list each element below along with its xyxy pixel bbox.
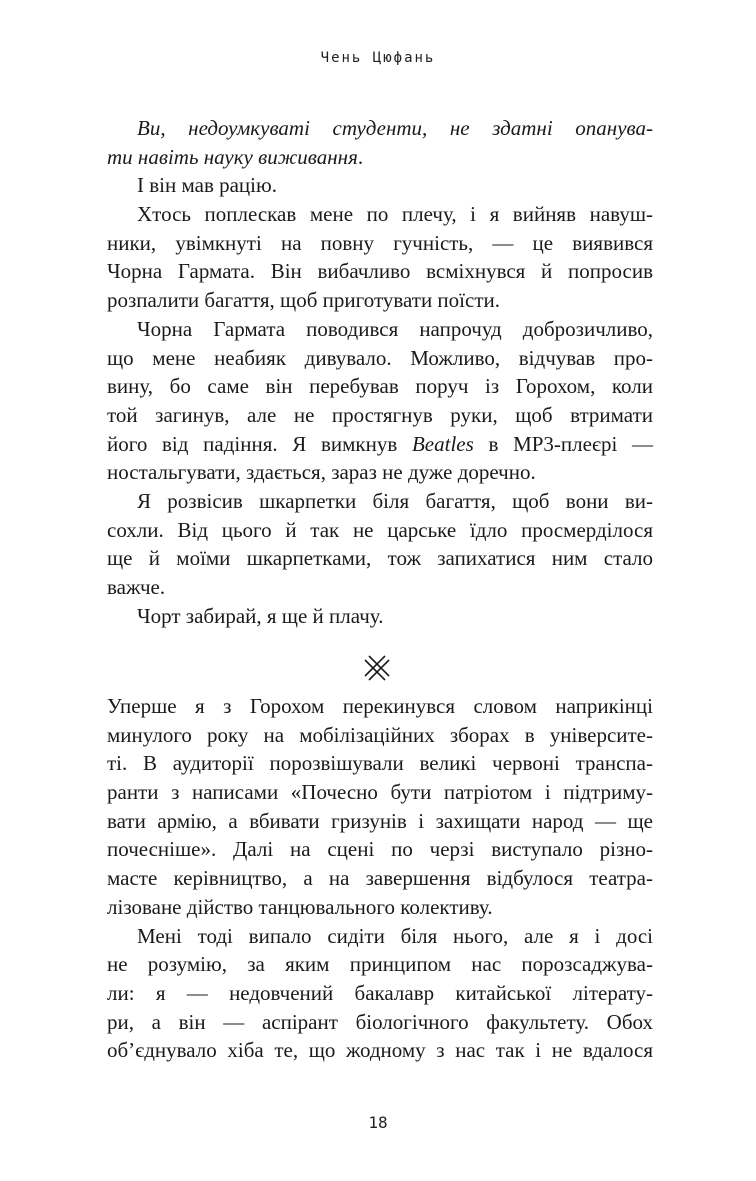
text-line — [107, 692, 653, 721]
text-section-1 — [107, 114, 653, 630]
italic-text: Beatles — [411, 431, 474, 456]
text-segment: важче. — [107, 575, 166, 599]
section-break-ornament-icon — [364, 655, 390, 681]
text-line — [107, 257, 653, 286]
text-segment: вину, бо саме він перебував поруч із Горохом, коли — [107, 374, 653, 399]
italic-text: Ви, недоумкуваті студенти, не здатні опанува- — [137, 116, 653, 140]
text-segment: Чорна Гармата поводився напрочуд доброзичливо, — [137, 316, 653, 341]
text-line — [107, 200, 653, 229]
text-segment: об’єднувало хіба те, що жодному з нас так і не вдалося — [107, 1038, 653, 1063]
text-segment: ті. В аудиторії порозвішували великі червоні транспа- — [107, 751, 653, 776]
text-segment: що мене неабияк дивувало. Можливо, відчував про- — [107, 345, 653, 370]
text-segment: ще й моїми шкарпетками, тож запихатися ним стало — [107, 546, 653, 571]
text-segment: почесніше». Далі на сцені по черзі виступало різно- — [107, 837, 653, 862]
text-line — [107, 315, 653, 344]
running-header: Чень Цюфань — [320, 50, 436, 66]
text-line — [107, 602, 653, 631]
text-line — [107, 286, 653, 315]
text-segment: ностальгувати, здається, зараз не дуже доречно. — [107, 460, 536, 485]
text-line — [107, 143, 653, 172]
text-segment: той загинув, але не простягнув руки, щоб втримати — [107, 402, 653, 427]
text-section-2 — [107, 692, 653, 1065]
text-line — [107, 430, 653, 459]
text-segment: Уперше я з Горохом перекинувся словом наприкінці — [107, 694, 653, 718]
text-line — [107, 950, 653, 979]
text-line — [107, 778, 653, 807]
text-segment: Чорт забирай, я ще й плачу. — [137, 603, 384, 628]
text-segment: Хтось поплескав мене по плечу, і я вийняв навуш- — [137, 202, 653, 227]
text-line — [107, 372, 653, 401]
text-segment: Мені тоді випало сидіти біля нього, але я і досі — [137, 923, 653, 948]
text-line — [107, 979, 653, 1008]
text-line — [107, 516, 653, 545]
italic-text: ти навіть науку виживання — [107, 144, 358, 169]
text-line — [107, 1036, 653, 1065]
text-segment: не розумію, за яким принципом нас порозсаджува- — [107, 952, 653, 977]
text-line — [107, 807, 653, 836]
text-line — [107, 114, 653, 143]
text-line — [107, 1008, 653, 1037]
text-line — [107, 171, 653, 200]
text-line — [107, 922, 653, 951]
text-line — [107, 229, 653, 258]
text-line — [107, 544, 653, 573]
text-line — [107, 344, 653, 373]
text-line — [107, 749, 653, 778]
text-segment: вати армію, а вбивати гризунів і захищати народ — ще — [107, 808, 653, 833]
text-segment: ники, увімкнуті на повну гучність, — це виявився — [107, 230, 653, 255]
text-line — [107, 401, 653, 430]
text-segment: розпалити багаття, щоб приготувати поїсти. — [107, 288, 500, 313]
text-line — [107, 864, 653, 893]
text-segment: Чорна Гармата. Він вибачливо всміхнувся й попросив — [107, 259, 653, 284]
text-line — [107, 893, 653, 922]
text-segment: І він мав рацію. — [137, 173, 277, 198]
text-line — [107, 721, 653, 750]
text-segment: сохли. Від цього й так не царське їдло просмерділося — [107, 517, 653, 542]
text-segment: ри, а він — аспірант біологічного факультету. Обох — [107, 1009, 653, 1034]
text-line — [107, 458, 653, 487]
text-line — [107, 835, 653, 864]
text-segment: . — [357, 144, 364, 169]
page-number: 18 — [368, 1113, 388, 1132]
text-line — [107, 487, 653, 516]
text-line — [107, 573, 653, 602]
text-segment: ли: я — недовчений бакалавр китайської літерату- — [107, 980, 653, 1005]
text-segment: Я розвісив шкарпетки біля багаття, щоб вони ви- — [137, 488, 653, 513]
text-segment: в MP3-плеєрі — — [473, 431, 653, 456]
text-segment: ранти з написами «Почесно бути патріотом і підтриму- — [107, 780, 653, 805]
text-segment: лізоване дійство танцювального колективу. — [107, 894, 493, 919]
text-segment: минулого року на мобілізаційних зборах в університе- — [107, 722, 653, 747]
text-segment: масте керівництво, а на завершення відбулося театра- — [107, 866, 653, 891]
text-segment: його від падіння. Я вимкнув — [107, 431, 412, 456]
